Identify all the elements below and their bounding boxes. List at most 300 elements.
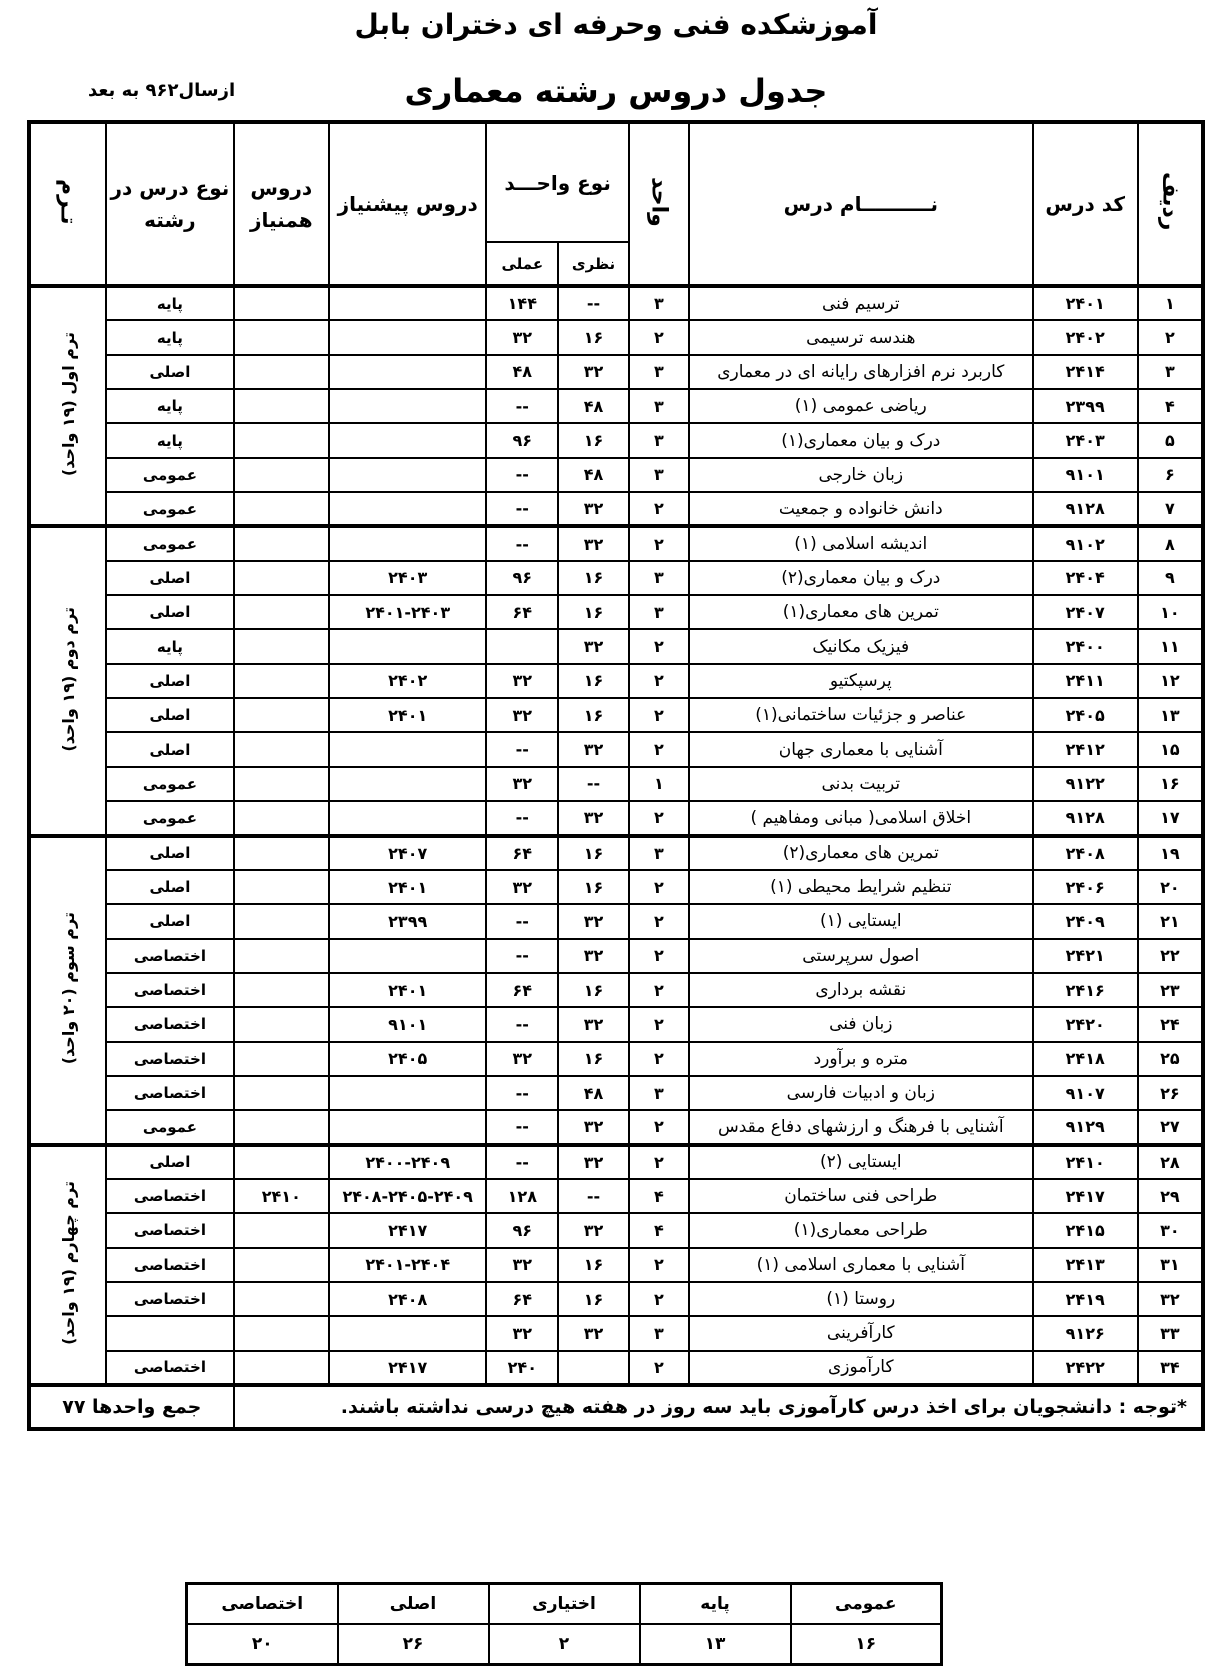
coreq-cell [234,629,329,663]
theory-cell: ۳۲ [558,1145,629,1179]
practical-cell: ۶۴ [486,1282,558,1316]
course-row [29,904,1203,938]
theory-cell: ۴۸ [558,389,629,423]
prereq-cell: ۲۴۰۱ [329,870,486,904]
prereq-cell [329,320,486,354]
coreq-cell [234,389,329,423]
practical-cell: -- [486,939,558,973]
units-cell: ۳ [629,355,689,389]
coreq-cell [234,904,329,938]
coreq-cell [234,1248,329,1282]
course-row [29,836,1203,870]
course-row [29,423,1203,457]
row-no-cell: ۲ [1138,320,1203,354]
units-cell: ۴ [629,1213,689,1247]
theory-cell: ۱۶ [558,561,629,595]
theory-cell: ۱۶ [558,1248,629,1282]
practical-cell: ۹۶ [486,561,558,595]
practical-cell: -- [486,904,558,938]
summary-header-row [187,1584,942,1625]
header-theory: نظری [558,242,629,286]
total-units: جمع واحدها ۷۷ [29,1385,234,1429]
coreq-cell [234,801,329,835]
practical-cell: -- [486,801,558,835]
header-code: کد درس [1033,122,1138,286]
row-no-cell: ۱۱ [1138,629,1203,663]
row-no-cell: ۶ [1138,458,1203,492]
course-name-cell: زبان فنی [689,1007,1033,1041]
summary-header: اصلی [338,1584,489,1625]
course-name-cell: تنظیم شرایط محیطی (۱) [689,870,1033,904]
units-cell: ۳ [629,389,689,423]
header-course-type: نوع درس در رشته [106,122,233,286]
course-row [29,1213,1203,1247]
course-name-cell: آشنایی با فرهنگ و ارزشهای دفاع مقدس [689,1110,1033,1144]
theory-cell: ۱۶ [558,1282,629,1316]
prereq-cell: ۲۳۹۹ [329,904,486,938]
code-cell: ۲۴۰۴ [1033,561,1138,595]
units-cell: ۲ [629,1282,689,1316]
header-term: تـرم [29,122,106,286]
header-unit-type: نوع واحـــد [486,122,628,242]
prereq-cell [329,423,486,457]
code-cell: ۲۴۱۳ [1033,1248,1138,1282]
row-no-cell: ۲۰ [1138,870,1203,904]
coreq-cell [234,1076,329,1110]
course-type-cell: پایه [106,423,233,457]
row-no-cell: ۲۲ [1138,939,1203,973]
summary-value: ۲۰ [187,1624,338,1665]
courses-body [29,286,1203,1385]
prereq-cell [329,286,486,320]
theory-cell: ۱۶ [558,320,629,354]
coreq-cell [234,286,329,320]
course-row [29,1076,1203,1110]
course-type-cell: اختصاصی [106,973,233,1007]
course-row [29,458,1203,492]
row-no-cell: ۴ [1138,389,1203,423]
code-cell: ۲۴۱۲ [1033,732,1138,766]
course-type-cell: عمومی [106,1110,233,1144]
courses-table [27,120,1205,1431]
footer-note: *توجه : دانشجویان برای اخذ درس کارآموزی باید سه روز در هفته هیچ درسی نداشته باشند. [234,1385,1203,1429]
course-row [29,1179,1203,1213]
course-name-cell: درک و بیان معماری(۱) [689,423,1033,457]
course-type-cell: اختصاصی [106,1076,233,1110]
code-cell: ۲۴۱۸ [1033,1042,1138,1076]
theory-cell: ۱۶ [558,664,629,698]
course-type-cell: اختصاصی [106,1042,233,1076]
row-no-cell: ۱۰ [1138,595,1203,629]
coreq-cell [234,595,329,629]
theory-cell: ۳۲ [558,1007,629,1041]
practical-cell: -- [486,1145,558,1179]
code-cell: ۲۴۱۱ [1033,664,1138,698]
course-name-cell: ترسیم فنی [689,286,1033,320]
course-name-cell: تربیت بدنی [689,767,1033,801]
code-cell: ۲۴۱۵ [1033,1213,1138,1247]
code-cell: ۹۱۰۱ [1033,458,1138,492]
practical-cell: -- [486,1076,558,1110]
code-cell: ۲۴۰۰ [1033,629,1138,663]
header-prereq: دروس پیشنیاز [329,122,486,286]
theory-cell: ۱۶ [558,1042,629,1076]
row-no-cell: ۳۰ [1138,1213,1203,1247]
coreq-cell [234,1042,329,1076]
units-cell: ۲ [629,492,689,526]
code-cell: ۹۱۲۹ [1033,1110,1138,1144]
prereq-cell [329,801,486,835]
summary-value: ۲ [489,1624,640,1665]
practical-cell: ۱۲۸ [486,1179,558,1213]
course-type-cell: اصلی [106,561,233,595]
term-label-cell [29,286,106,526]
practical-cell: -- [486,1007,558,1041]
row-no-cell: ۳۳ [1138,1316,1203,1350]
practical-cell: ۶۴ [486,973,558,1007]
course-row [29,320,1203,354]
coreq-cell [234,664,329,698]
course-name-cell: عناصر و جزئیات ساختمانی(۱) [689,698,1033,732]
term-label: ترم اول (۱۹ واحد) [58,332,78,477]
course-type-cell: اصلی [106,664,233,698]
prereq-cell: ۲۴۱۷ [329,1351,486,1385]
course-name-cell: تمرین های معماری(۲) [689,836,1033,870]
theory-cell: ۳۲ [558,1110,629,1144]
coreq-cell [234,423,329,457]
prereq-cell: ۲۴۰۲ [329,664,486,698]
header-practical: عملی [486,242,558,286]
course-type-cell: اصلی [106,355,233,389]
coreq-cell [234,320,329,354]
course-name-cell: کاربرد نرم افزارهای رایانه ای در معماری [689,355,1033,389]
code-cell: ۲۴۲۰ [1033,1007,1138,1041]
course-type-cell: اصلی [106,1145,233,1179]
summary-table [185,1582,943,1666]
course-row [29,286,1203,320]
course-type-cell: اصلی [106,732,233,766]
units-cell: ۲ [629,1042,689,1076]
code-cell: ۲۴۱۶ [1033,973,1138,1007]
prereq-cell: ۲۴۰۸ [329,1282,486,1316]
coreq-cell [234,767,329,801]
prereq-cell [329,732,486,766]
course-name-cell: فیزیک مکانیک [689,629,1033,663]
code-cell: ۹۱۲۸ [1033,492,1138,526]
code-cell: ۲۴۲۱ [1033,939,1138,973]
summary-value: ۲۶ [338,1624,489,1665]
course-name-cell: ایستایی (۱) [689,904,1033,938]
practical-cell: ۶۴ [486,595,558,629]
code-cell: ۲۴۰۳ [1033,423,1138,457]
row-no-cell: ۳۱ [1138,1248,1203,1282]
course-row [29,801,1203,835]
course-row [29,1110,1203,1144]
course-name-cell: درک و بیان معماری(۲) [689,561,1033,595]
course-name-cell: زبان خارجی [689,458,1033,492]
course-type-cell: اختصاصی [106,1248,233,1282]
course-row [29,664,1203,698]
summary-header: پایه [640,1584,791,1625]
course-name-cell: کارآفرینی [689,1316,1033,1350]
row-no-cell: ۲۹ [1138,1179,1203,1213]
units-cell: ۲ [629,1110,689,1144]
course-type-cell: اصلی [106,698,233,732]
course-type-cell: پایه [106,389,233,423]
units-cell: ۲ [629,904,689,938]
coreq-cell [234,836,329,870]
course-row [29,1007,1203,1041]
practical-cell: ۳۲ [486,664,558,698]
course-type-cell: عمومی [106,767,233,801]
course-type-cell: پایه [106,320,233,354]
term-label: ترم دوم (۱۹ واحد) [58,606,78,752]
code-cell: ۲۴۰۹ [1033,904,1138,938]
code-cell: ۲۴۱۰ [1033,1145,1138,1179]
code-cell: ۲۴۰۷ [1033,595,1138,629]
row-no-cell: ۲۶ [1138,1076,1203,1110]
course-type-cell: اصلی [106,595,233,629]
theory-cell: -- [558,1179,629,1213]
course-row [29,595,1203,629]
prereq-cell [329,767,486,801]
header-coreq: دروس همنیاز [234,122,329,286]
theory-cell: ۳۲ [558,732,629,766]
units-cell: ۱ [629,767,689,801]
coreq-cell: ۲۴۱۰ [234,1179,329,1213]
course-row [29,870,1203,904]
theory-cell: ۴۸ [558,458,629,492]
course-name-cell: اصول سرپرستی [689,939,1033,973]
school-title: آموزشکده فنی وحرفه ای دختران بابل [354,8,878,41]
course-name-cell: هندسه ترسیمی [689,320,1033,354]
theory-cell: -- [558,286,629,320]
code-cell: ۹۱۲۸ [1033,801,1138,835]
prereq-cell: ۹۱۰۱ [329,1007,486,1041]
practical-cell: ۶۴ [486,836,558,870]
row-no-cell: ۲۱ [1138,904,1203,938]
course-name-cell: متره و برآورد [689,1042,1033,1076]
row-no-cell: ۱۵ [1138,732,1203,766]
theory-cell: ۱۶ [558,698,629,732]
row-no-cell: ۵ [1138,423,1203,457]
course-name-cell: ریاضی عمومی (۱) [689,389,1033,423]
course-name-cell: پرسپکتیو [689,664,1033,698]
course-row [29,1316,1203,1350]
practical-cell: ۳۲ [486,320,558,354]
course-name-cell: آشنایی با معماری اسلامی (۱) [689,1248,1033,1282]
course-type-cell: پایه [106,629,233,663]
units-cell: ۳ [629,423,689,457]
row-no-cell: ۲۸ [1138,1145,1203,1179]
row-no-cell: ۲۳ [1138,973,1203,1007]
summary-header: اختصاصی [187,1584,338,1625]
prereq-cell: ۲۴۰۰-۲۴۰۹ [329,1145,486,1179]
practical-cell: ۳۲ [486,1042,558,1076]
prereq-cell [329,1110,486,1144]
row-no-cell: ۲۵ [1138,1042,1203,1076]
theory-cell: ۳۲ [558,492,629,526]
practical-cell: ۳۲ [486,698,558,732]
course-name-cell: اندیشه اسلامی (۱) [689,526,1033,560]
course-type-cell: اختصاصی [106,1179,233,1213]
course-type-cell: عمومی [106,458,233,492]
course-row [29,1351,1203,1385]
code-cell: ۹۱۲۶ [1033,1316,1138,1350]
units-cell: ۳ [629,1076,689,1110]
prereq-cell [329,492,486,526]
row-no-cell: ۱ [1138,286,1203,320]
practical-cell: ۳۲ [486,1316,558,1350]
units-cell: ۲ [629,1007,689,1041]
row-no-cell: ۱۳ [1138,698,1203,732]
row-no-cell: ۳۴ [1138,1351,1203,1385]
summary-header: عمومی [791,1584,942,1625]
theory-cell: ۳۲ [558,355,629,389]
prereq-cell [329,939,486,973]
term-label-cell [29,526,106,835]
course-type-cell: اختصاصی [106,939,233,973]
theory-cell: ۳۲ [558,904,629,938]
course-type-cell: عمومی [106,801,233,835]
term-label-cell [29,836,106,1145]
term-label: ترم چهارم (۱۹ واحد) [58,1180,78,1345]
units-cell: ۲ [629,1351,689,1385]
row-no-cell: ۷ [1138,492,1203,526]
units-cell: ۲ [629,870,689,904]
coreq-cell [234,458,329,492]
course-row [29,629,1203,663]
course-row [29,492,1203,526]
practical-cell [486,629,558,663]
term-label: ترم سوم (۲۰ واحد) [58,911,78,1065]
practical-cell: -- [486,389,558,423]
from-year-note: ازسال۹۶۲ به بعد [88,80,236,101]
course-type-cell: پایه [106,286,233,320]
units-cell: ۲ [629,732,689,766]
course-row [29,389,1203,423]
theory-cell: ۱۶ [558,870,629,904]
course-name-cell: طراحی معماری(۱) [689,1213,1033,1247]
course-name-cell: آشنایی با معماری جهان [689,732,1033,766]
units-cell: ۳ [629,1316,689,1350]
code-cell: ۹۱۰۷ [1033,1076,1138,1110]
row-no-cell: ۳ [1138,355,1203,389]
prereq-cell [329,1316,486,1350]
header-row-no: ردیف [1138,122,1203,286]
coreq-cell [234,526,329,560]
units-cell: ۲ [629,973,689,1007]
prereq-cell: ۲۴۰۱ [329,973,486,1007]
course-type-cell: اختصاصی [106,1007,233,1041]
units-cell: ۳ [629,836,689,870]
practical-cell: -- [486,526,558,560]
theory-cell: ۳۲ [558,1316,629,1350]
coreq-cell [234,1213,329,1247]
course-name-cell: زبان و ادبیات فارسی [689,1076,1033,1110]
header-units: واحد [629,122,689,286]
units-cell: ۴ [629,1179,689,1213]
row-no-cell: ۹ [1138,561,1203,595]
theory-cell: -- [558,767,629,801]
coreq-cell [234,939,329,973]
code-cell: ۲۴۰۲ [1033,320,1138,354]
coreq-cell [234,1145,329,1179]
course-row [29,939,1203,973]
course-type-cell: اصلی [106,904,233,938]
prereq-cell [329,389,486,423]
course-type-cell: اختصاصی [106,1282,233,1316]
coreq-cell [234,492,329,526]
table-title: جدول دروس رشته معماری [404,72,828,110]
coreq-cell [234,1007,329,1041]
theory-cell: ۳۲ [558,801,629,835]
units-cell: ۲ [629,320,689,354]
theory-cell: ۳۲ [558,1213,629,1247]
row-no-cell: ۲۴ [1138,1007,1203,1041]
coreq-cell [234,732,329,766]
prereq-cell: ۲۴۰۱-۲۴۰۳ [329,595,486,629]
prereq-cell: ۲۴۰۱-۲۴۰۴ [329,1248,486,1282]
course-type-cell [106,1316,233,1350]
coreq-cell [234,1282,329,1316]
code-cell: ۲۴۰۶ [1033,870,1138,904]
prereq-cell [329,526,486,560]
practical-cell: -- [486,1110,558,1144]
code-cell: ۲۴۰۱ [1033,286,1138,320]
row-no-cell: ۱۶ [1138,767,1203,801]
course-row [29,561,1203,595]
code-cell: ۹۱۰۲ [1033,526,1138,560]
row-no-cell: ۱۲ [1138,664,1203,698]
coreq-cell [234,698,329,732]
practical-cell: ۱۴۴ [486,286,558,320]
course-type-cell: اصلی [106,836,233,870]
course-row [29,355,1203,389]
course-name-cell: طراحی فنی ساختمان [689,1179,1033,1213]
code-cell: ۲۴۱۷ [1033,1179,1138,1213]
course-type-cell: عمومی [106,526,233,560]
practical-cell: -- [486,492,558,526]
course-name-cell: روستا (۱) [689,1282,1033,1316]
header-name: نــــــــــام درس [689,122,1033,286]
units-cell: ۳ [629,561,689,595]
term-label-cell [29,1145,106,1385]
theory-cell: ۳۲ [558,939,629,973]
practical-cell: ۴۸ [486,355,558,389]
code-cell: ۲۴۰۸ [1033,836,1138,870]
row-no-cell: ۱۹ [1138,836,1203,870]
units-cell: ۳ [629,595,689,629]
coreq-cell [234,1316,329,1350]
units-cell: ۳ [629,286,689,320]
summary-value: ۱۳ [640,1624,791,1665]
theory-cell [558,1351,629,1385]
prereq-cell: ۲۴۰۷ [329,836,486,870]
course-row [29,1248,1203,1282]
prereq-cell: ۲۴۰۱ [329,698,486,732]
course-row [29,1145,1203,1179]
coreq-cell [234,973,329,1007]
coreq-cell [234,1110,329,1144]
practical-cell: -- [486,732,558,766]
practical-cell: ۲۴۰ [486,1351,558,1385]
units-cell: ۲ [629,664,689,698]
theory-cell: ۳۲ [558,526,629,560]
units-cell: ۲ [629,526,689,560]
course-row [29,973,1203,1007]
coreq-cell [234,1351,329,1385]
